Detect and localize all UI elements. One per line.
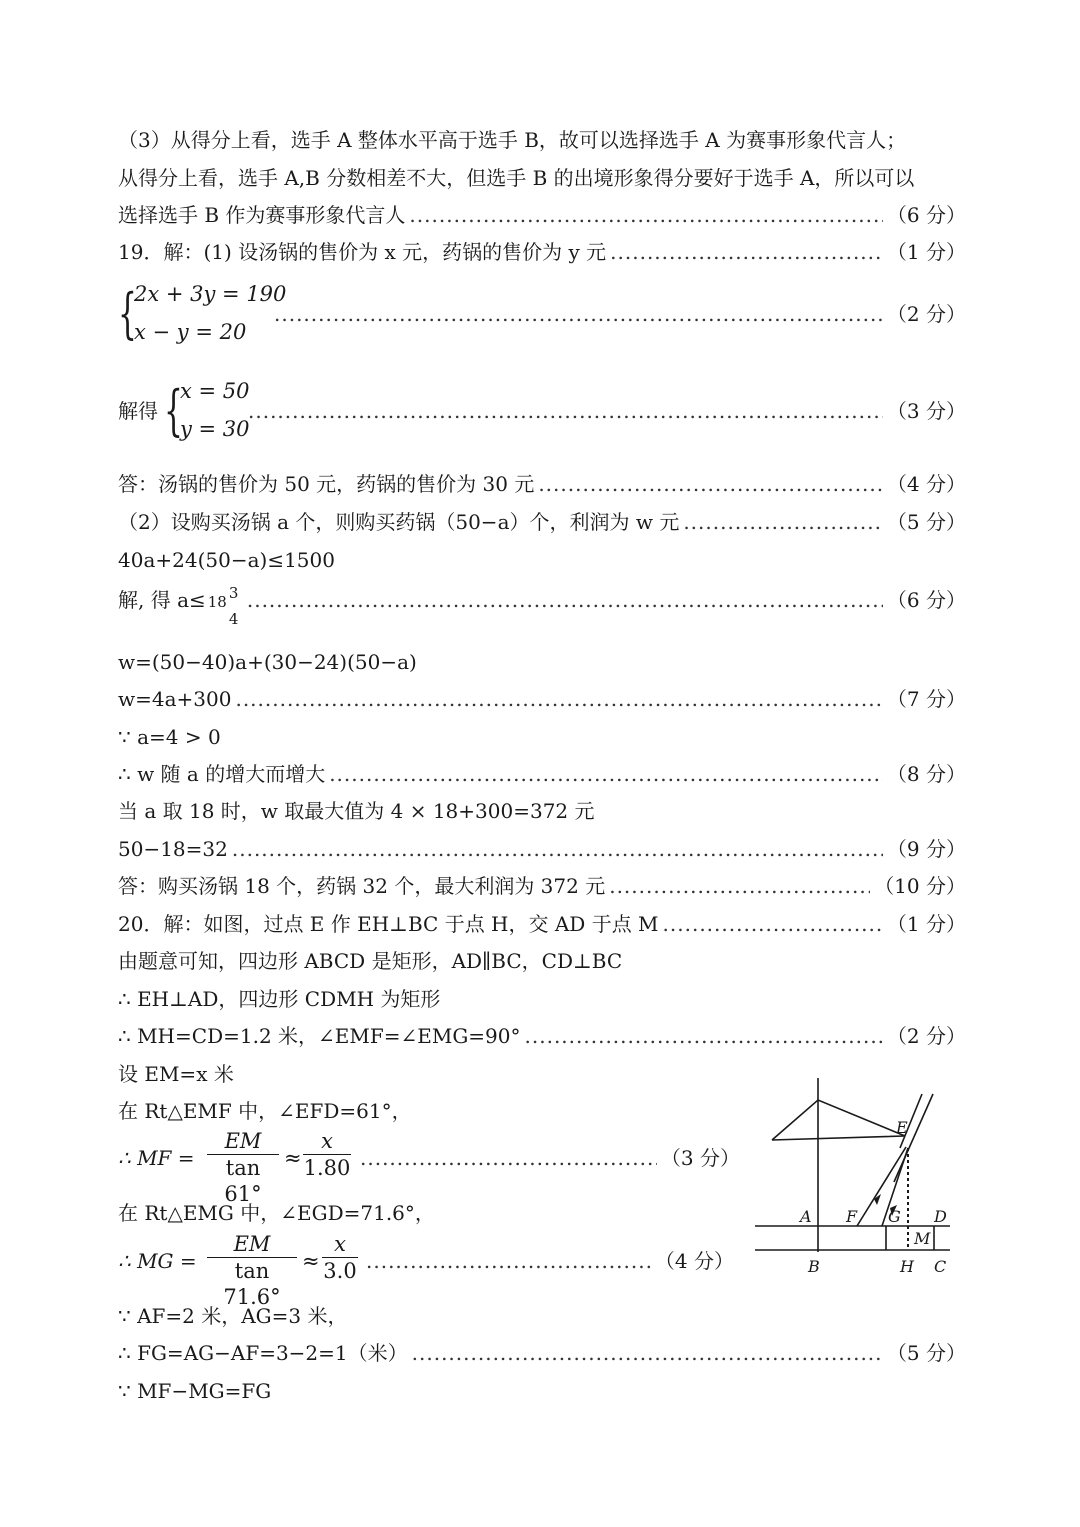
label-d: D (934, 1207, 947, 1226)
answer-line: （3）从得分上看，选手 A 整体水平高于选手 B，故可以选择选手 A 为赛事形象代言人； (118, 128, 907, 152)
leader-dots (412, 1339, 883, 1367)
line-text: w=4a+300 (118, 687, 232, 711)
leader-dots (360, 1144, 657, 1172)
geometry-figure (750, 1072, 965, 1282)
equation-lhs: ∴ MF = (118, 1146, 195, 1170)
leader-dots (235, 685, 882, 713)
equation: 2x + 3y = 190 (134, 282, 287, 306)
label-g: G (888, 1207, 901, 1226)
fraction (303, 1128, 351, 1181)
fraction-denominator: tan 61° (224, 1156, 262, 1206)
answer-line-scored (118, 685, 966, 713)
score-label: （1 分） (886, 240, 966, 264)
answer-line: 在 Rt△EMF 中，∠EFD=61°， (118, 1099, 412, 1123)
answer-line-scored (118, 835, 966, 863)
answer-line-scored (118, 584, 966, 628)
leader-dots (683, 508, 883, 536)
score-label: （3 分） (886, 399, 966, 423)
leader-dots (232, 835, 883, 863)
answer-line-scored (118, 910, 966, 938)
answer-line-scored (356, 1144, 740, 1172)
fraction-denominator: 1.80 (303, 1156, 351, 1180)
answer-line: ∵ a=4 > 0 (118, 725, 221, 749)
left-brace: { (164, 379, 183, 442)
score-label: （2 分） (886, 1024, 966, 1048)
fraction-numerator: EM (233, 1232, 271, 1256)
equation: x − y = 20 (134, 320, 247, 344)
label-a: A (800, 1207, 812, 1226)
label-f: F (846, 1207, 858, 1226)
score-label: （8 分） (886, 762, 966, 786)
fraction-numerator: 3 (228, 584, 239, 602)
score-label: （6 分） (886, 203, 966, 227)
line-text: ∴ MH=CD=1.2 米，∠EMF=∠EMG=90° (118, 1024, 521, 1048)
answer-line: 在 Rt△EMG 中，∠EGD=71.6°， (118, 1201, 435, 1225)
answer-line-scored (118, 508, 966, 536)
left-brace: { (118, 282, 137, 345)
leader-dots (663, 910, 883, 938)
leader-dots (329, 760, 883, 788)
answer-line-scored (118, 470, 966, 498)
mixed-number-whole: 18 (207, 593, 227, 611)
fraction (207, 1231, 297, 1310)
fraction-denominator: tan 71.6° (223, 1259, 281, 1309)
leader-dots (525, 1022, 883, 1050)
ray-line (894, 1094, 933, 1182)
answer-line: 当 a 取 18 时，w 取最大值为 4 × 18+300=372 元 (118, 799, 595, 823)
label-h: H (900, 1257, 914, 1276)
score-label: （1 分） (886, 912, 966, 936)
fraction-denominator: 4 (228, 610, 239, 628)
fraction (322, 1231, 358, 1284)
equation-lhs: ∴ MG = (118, 1249, 197, 1273)
leader-dots (366, 1247, 651, 1275)
answer-line-scored (118, 201, 966, 229)
leader-dots (538, 470, 883, 498)
leader-dots (248, 397, 883, 425)
label-e: E (896, 1118, 908, 1137)
answer-line: ∵ AF=2 米，AG=3 米， (118, 1304, 348, 1328)
score-label: （3 分） (660, 1146, 740, 1170)
fraction-numerator: EM (224, 1129, 262, 1153)
line-text: 50−18=32 (118, 837, 228, 861)
answer-line-scored (118, 238, 966, 266)
score-label: （4 分） (886, 472, 966, 496)
line-text: 答：汤锅的售价为 50 元，药锅的售价为 30 元 (118, 472, 535, 496)
answer-line-scored (362, 1247, 734, 1275)
label-c: C (934, 1257, 947, 1276)
answer-line-scored (244, 397, 966, 425)
answer-line-scored (118, 872, 966, 900)
label-b: B (808, 1257, 820, 1276)
fraction-numerator: x (321, 1129, 333, 1153)
line-text: 解, 得 a≤ (118, 588, 206, 612)
fraction-denominator: 3.0 (323, 1259, 357, 1283)
leader-dots (274, 300, 883, 328)
answer-line: ∴ EH⊥AD，四边形 CDMH 为矩形 (118, 987, 441, 1011)
mixed-number-fraction (227, 584, 243, 628)
fraction (207, 1128, 279, 1207)
label-m: M (914, 1229, 931, 1248)
answer-line: 从得分上看，选手 A,B 分数相差不大，但选手 B 的出境形象得分要好于选手 A，所以可以 (118, 166, 915, 190)
answer-line-scored (118, 1339, 966, 1367)
line-text: ∴ FG=AG−AF=3−2=1（米） (118, 1341, 408, 1365)
answer-line-scored (270, 300, 966, 328)
score-label: （5 分） (886, 1341, 966, 1365)
answer-line: 由题意可知，四边形 ABCD 是矩形，AD∥BC，CD⊥BC (118, 949, 623, 973)
equation: y = 30 (180, 417, 250, 441)
leader-dots (247, 586, 883, 614)
line-text: 19．解：(1) 设汤锅的售价为 x 元，药锅的售价为 y 元 (118, 240, 607, 264)
score-label: （2 分） (886, 302, 966, 326)
line-text: 答：购买汤锅 18 个，药锅 32 个，最大利润为 372 元 (118, 874, 606, 898)
answer-line-scored (118, 760, 966, 788)
score-label: （9 分） (886, 837, 966, 861)
line-text: 20．解：如图，过点 E 作 EH⊥BC 于点 H，交 AD 于点 M (118, 912, 659, 936)
equation: x = 50 (180, 379, 250, 403)
line-text: ∴ w 随 a 的增大而增大 (118, 762, 326, 786)
answer-line: ∵ MF−MG=FG (118, 1379, 272, 1403)
score-label: （10 分） (874, 874, 966, 898)
approx-sign: ≈ (302, 1249, 320, 1273)
answer-line: 设 EM=x 米 (118, 1062, 234, 1086)
answer-line: w=(50−40)a+(30−24)(50−a) (118, 650, 417, 674)
score-label: （5 分） (886, 510, 966, 534)
line-text: 选择选手 B 作为赛事形象代言人 (118, 203, 406, 227)
answer-line: 40a+24(50−a)≤1500 (118, 548, 335, 572)
approx-sign: ≈ (284, 1146, 302, 1170)
answer-line-scored (118, 1022, 966, 1050)
leader-dots (610, 238, 883, 266)
solve-label: 解得 (118, 399, 158, 423)
fraction-numerator: x (334, 1232, 346, 1256)
leader-dots (609, 872, 870, 900)
score-label: （4 分） (654, 1249, 734, 1273)
line-text: （2）设购买汤锅 a 个，则购买药锅（50−a）个，利润为 w 元 (118, 510, 680, 534)
leader-dots (409, 201, 882, 229)
roof-outline (772, 1100, 905, 1140)
score-label: （6 分） (886, 588, 966, 612)
score-label: （7 分） (886, 687, 966, 711)
